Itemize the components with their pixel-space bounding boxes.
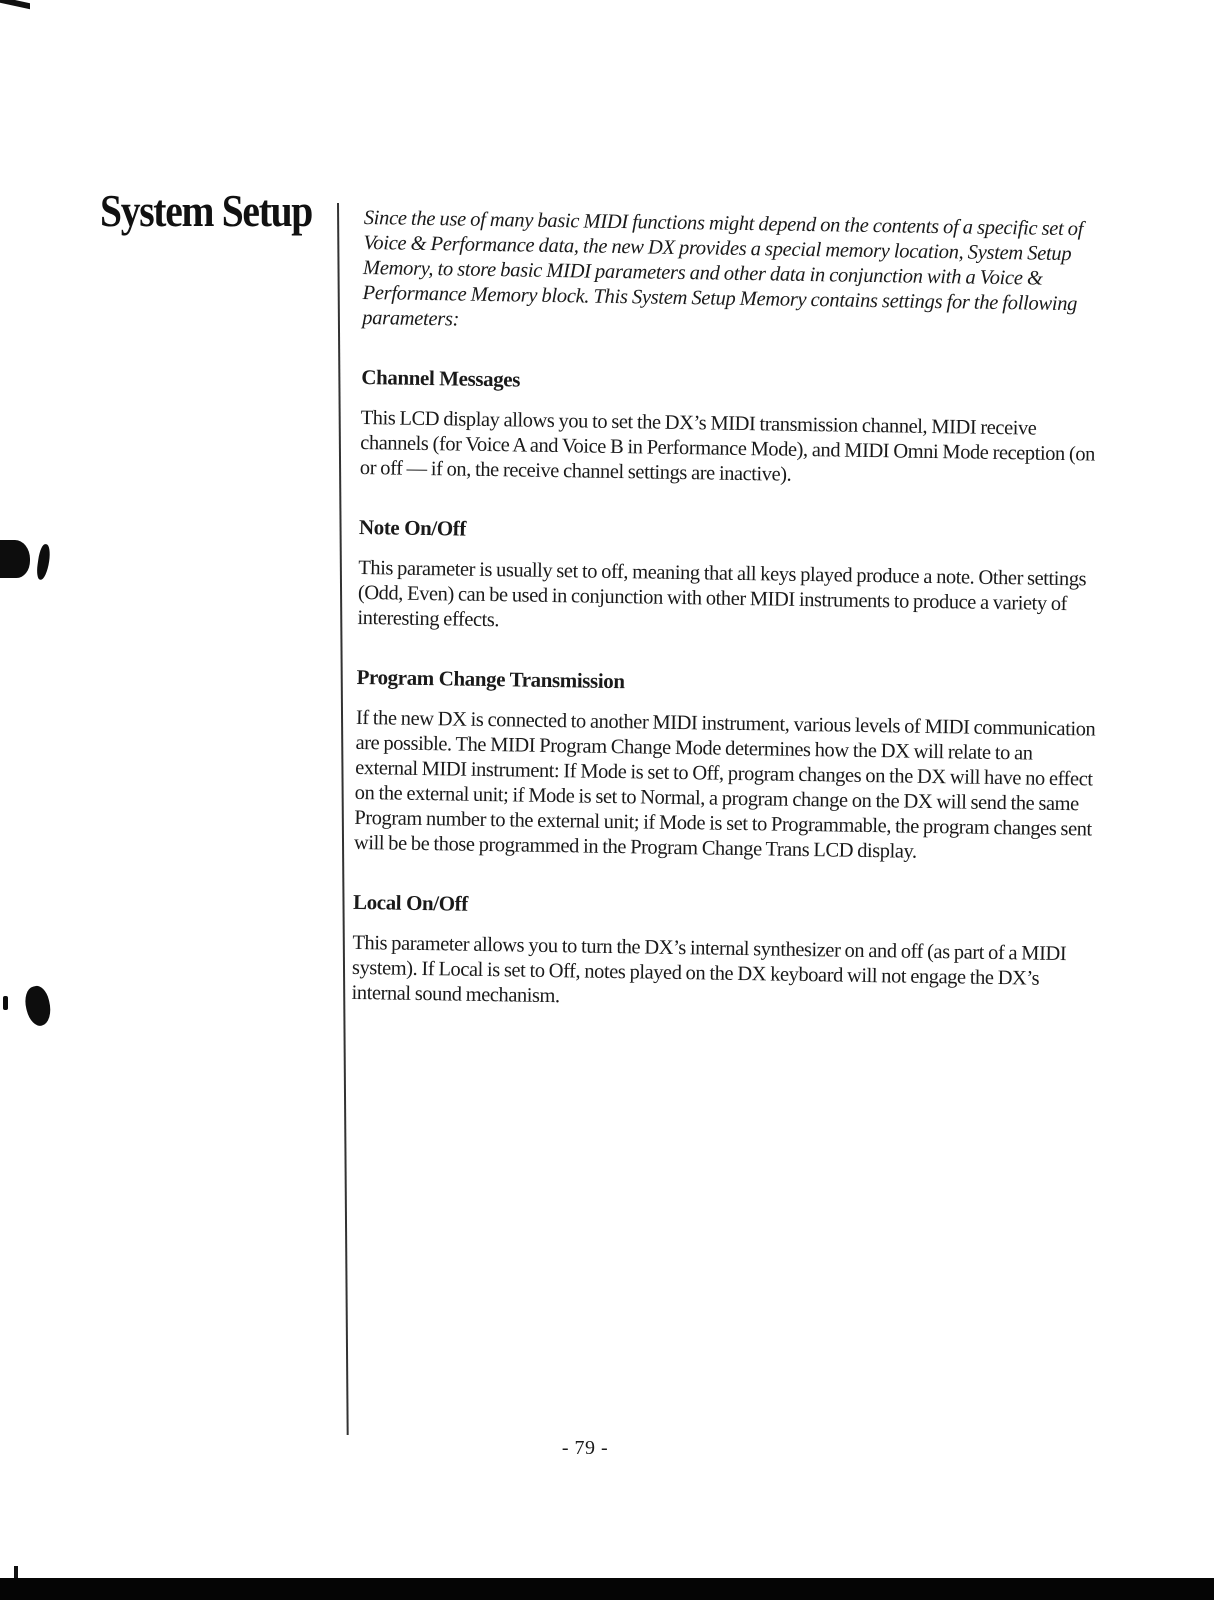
- section-heading-note-on-off: Note On/Off: [358, 514, 467, 541]
- binding-hole-mark: [3, 996, 8, 1010]
- page-title: System Setup: [100, 185, 313, 236]
- page-number-text: - 79 -: [561, 1437, 609, 1459]
- page-number: [0, 1437, 1214, 1460]
- section-body-program-change: If the new DX is connected to another MIDI instrument, various levels of MIDI communication are possible. The MIDI Program Change Mode determines how the DX will relate to an external MIDI instrument: If Mode is set to Off, program changes on the DX will have no effect on the external unit; if Mode is set to Normal, a program change on the DX will send the same Program number to the external unit; if Mode is set to Programmable, the program changes sent will be be those programmed in the Program Change Trans LCD display.: [353, 706, 1096, 863]
- section-body-note-on-off: This parameter is usually set to off, meaning that all keys played produce a note. Other settings (Odd, Even) can be used in conjunction with other MIDI instruments to produce a variety of interesting effects.: [357, 556, 1087, 632]
- binding-hole-mark: [0, 540, 30, 578]
- section-body-channel-messages: This LCD display allows you to set the DX’s MIDI transmission channel, MIDI receive channels (for Voice A and Voice B in Performance Mode), and MIDI Omni Mode reception (on or off — if on, the receive channel settings are inactive).: [359, 406, 1096, 486]
- scan-edge-band: [0, 1578, 1214, 1600]
- section-body-local-on-off: This parameter allows you to turn the DX’s internal synthesizer on and off (as part of a MIDI system). If Local is set to Off, notes played on the DX keyboard will not engage the DX’s internal sound mechanism.: [351, 931, 1067, 1008]
- scan-artifact-top: [0, 0, 30, 9]
- page-content: [351, 206, 1104, 1052]
- binding-hole-mark: [36, 543, 52, 580]
- intro-paragraph: Since the use of many basic MIDI functions might depend on the contents of a specific set of Voice & Performance data, the new DX provides a special memory location, System Setup Memory, to store basic MIDI parameters and other data in conjunction with a Voice & Performance Memory block. This System Setup Memory contains settings for the following parameters:: [362, 206, 1084, 331]
- section-heading-local-on-off: Local On/Off: [352, 889, 469, 916]
- section-heading-channel-messages: Channel Messages: [361, 364, 521, 392]
- margin-rule: [337, 203, 348, 1435]
- section-heading-program-change: Program Change Transmission: [356, 664, 625, 694]
- binding-hole-mark: [22, 984, 55, 1029]
